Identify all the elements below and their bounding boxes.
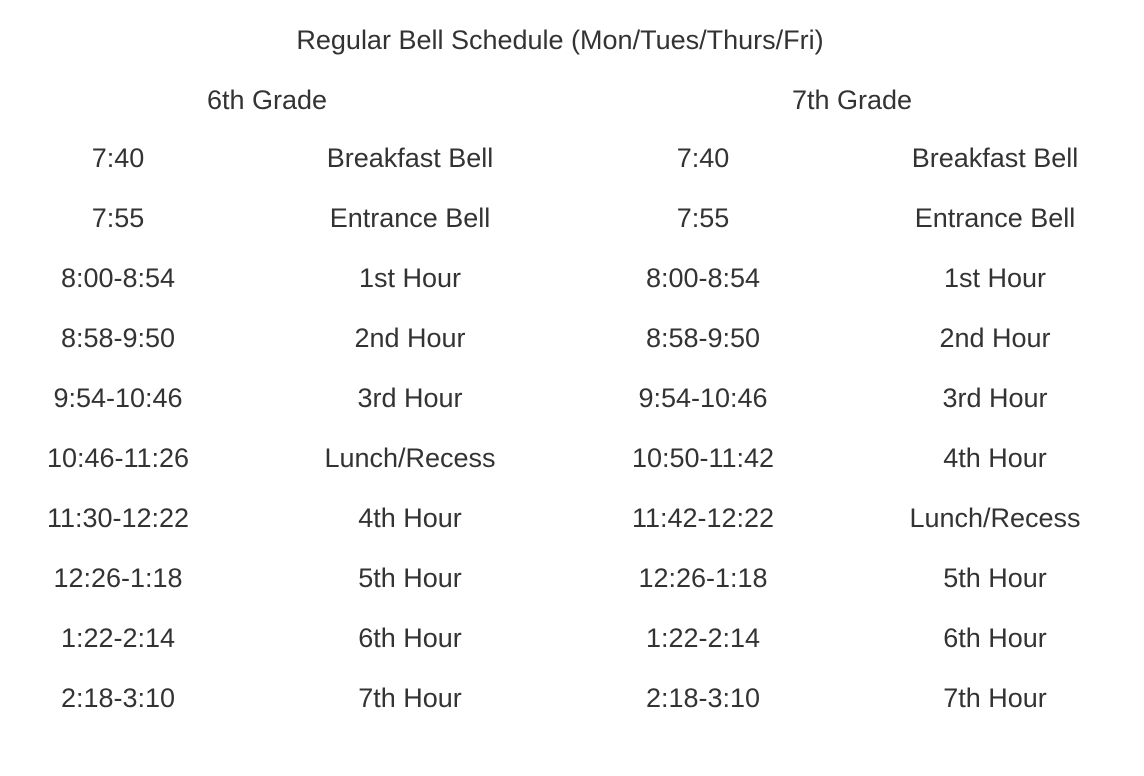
time-cell: 11:30-12:22 — [46, 503, 190, 533]
time-cell: 10:46-11:26 — [46, 443, 190, 473]
time-cell: 7:55 — [91, 203, 145, 233]
period-cell: Entrance Bell — [914, 203, 1076, 233]
schedule-row — [585, 128, 1144, 188]
period-cell: Entrance Bell — [329, 203, 491, 233]
schedule-row — [0, 128, 560, 188]
time-cell: 7:40 — [91, 143, 145, 173]
time-cell: 2:18-3:10 — [645, 683, 761, 713]
grade-7-header: 7th Grade — [791, 85, 913, 115]
period-cell: 6th Hour — [943, 623, 1047, 653]
period-cell: Lunch/Recess — [324, 443, 496, 473]
time-cell: 1:22-2:14 — [60, 623, 176, 653]
time-cell: 2:18-3:10 — [60, 683, 176, 713]
period-cell: 4th Hour — [358, 503, 462, 533]
grade-6-schedule — [0, 128, 560, 728]
schedule-row — [585, 188, 1144, 248]
schedule-row — [0, 308, 560, 368]
schedule-row — [585, 368, 1144, 428]
schedule-row — [0, 368, 560, 428]
time-cell: 9:54-10:46 — [638, 383, 768, 413]
period-cell: 4th Hour — [943, 443, 1047, 473]
schedule-row — [585, 428, 1144, 488]
period-cell: 7th Hour — [358, 683, 462, 713]
grade-6-header: 6th Grade — [206, 85, 328, 115]
schedule-row — [0, 428, 560, 488]
schedule-row — [0, 248, 560, 308]
grade-7-schedule — [585, 128, 1144, 728]
period-cell: 6th Hour — [358, 623, 462, 653]
period-cell: Lunch/Recess — [909, 503, 1081, 533]
schedule-row — [0, 548, 560, 608]
period-cell: 5th Hour — [943, 563, 1047, 593]
time-cell: 7:55 — [676, 203, 730, 233]
schedule-row — [0, 608, 560, 668]
page-title: Regular Bell Schedule (Mon/Tues/Thurs/Fri) — [296, 25, 824, 55]
schedule-row — [585, 668, 1144, 728]
time-cell: 8:00-8:54 — [60, 263, 176, 293]
period-cell: 7th Hour — [943, 683, 1047, 713]
schedule-row — [585, 248, 1144, 308]
period-cell: 1st Hour — [358, 263, 462, 293]
period-cell: 5th Hour — [358, 563, 462, 593]
period-cell: 3rd Hour — [942, 383, 1048, 413]
schedule-row — [0, 188, 560, 248]
time-cell: 12:26-1:18 — [638, 563, 768, 593]
schedule-row — [585, 308, 1144, 368]
schedule-row — [585, 548, 1144, 608]
time-cell: 12:26-1:18 — [53, 563, 183, 593]
schedule-row — [0, 668, 560, 728]
period-cell: 2nd Hour — [354, 323, 466, 353]
time-cell: 8:58-9:50 — [60, 323, 176, 353]
time-cell: 8:00-8:54 — [645, 263, 761, 293]
time-cell: 9:54-10:46 — [53, 383, 183, 413]
schedule-row — [585, 608, 1144, 668]
time-cell: 8:58-9:50 — [645, 323, 761, 353]
schedule-row — [0, 488, 560, 548]
time-cell: 1:22-2:14 — [645, 623, 761, 653]
period-cell: Breakfast Bell — [911, 143, 1079, 173]
period-cell: 1st Hour — [943, 263, 1047, 293]
period-cell: 2nd Hour — [939, 323, 1051, 353]
time-cell: 10:50-11:42 — [631, 443, 775, 473]
period-cell: 3rd Hour — [357, 383, 463, 413]
time-cell: 11:42-12:22 — [631, 503, 775, 533]
period-cell: Breakfast Bell — [326, 143, 494, 173]
time-cell: 7:40 — [676, 143, 730, 173]
schedule-row — [585, 488, 1144, 548]
